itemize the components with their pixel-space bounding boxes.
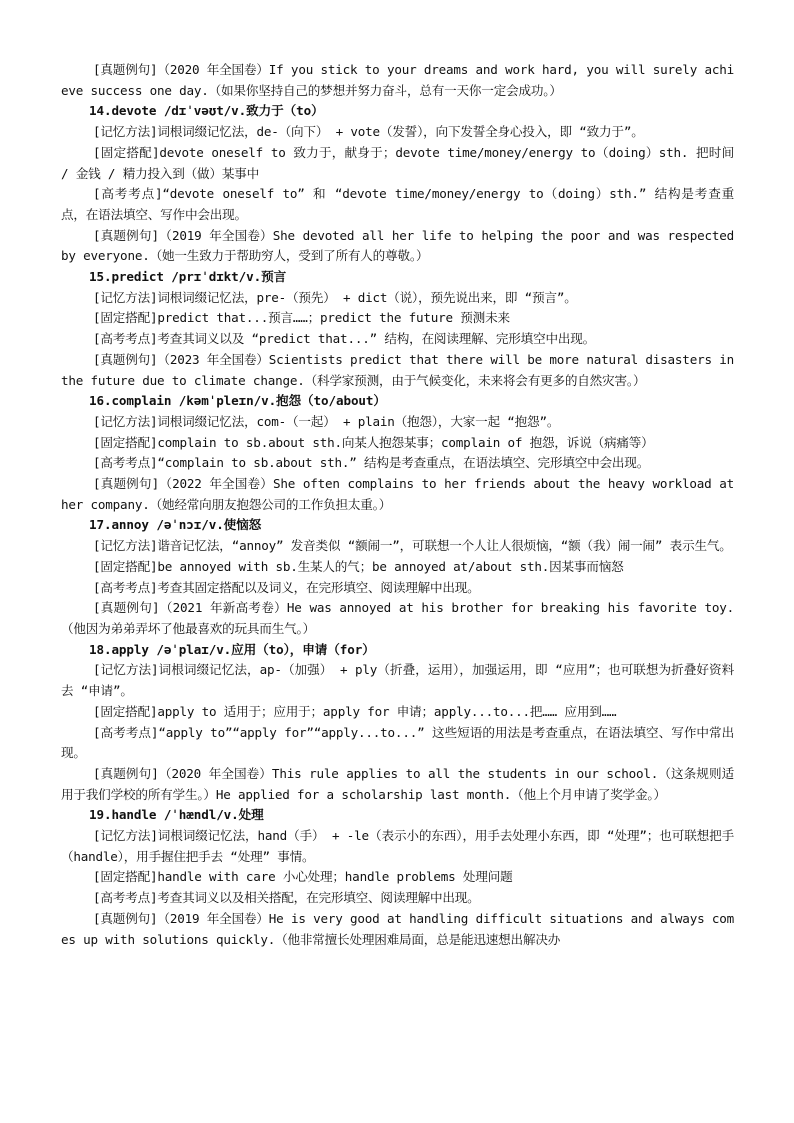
entry-heading: 17.annoy /əˈnɔɪ/v.使恼怒 xyxy=(89,517,262,533)
entry-heading: 16.complain /kəmˈpleɪn/v.抱怨（to/about） xyxy=(89,393,386,409)
entry-paragraph: [记忆方法]词根词缀记忆法，ap-（加强） + ply（折叠，运用），加强运用，即 “应用”；也可联想为折叠好资料去 “申请”。 xyxy=(61,662,734,699)
vocab-entry-apply xyxy=(61,640,734,806)
entry-paragraph: [记忆方法]谐音记忆法，“annoy” 发音类似 “额闹一”，可联想一个人让人很烦恼，“额（我）闹一闹” 表示生气。 xyxy=(93,538,732,554)
vocab-entry-complain xyxy=(61,391,734,515)
entry-heading: 15.predict /prɪˈdɪkt/v.预言 xyxy=(89,269,287,285)
entry-paragraph: [固定搭配]complain to sb.about sth.向某人抱怨某事；complain of 抱怨，诉说（病痛等） xyxy=(93,434,654,450)
entry-paragraph: [真题例句]（2022 年全国卷）She often complains to her friends about the heavy workload at her company.（她经常向朋友抱怨公司的工作负担太重。） xyxy=(61,476,734,512)
entry-paragraph: [真题例句]（2023 年全国卷）Scientists predict that there will be more natural disasters in the future due to climate change.（科学家预测，由于气候变化，未来将会有更多的自然灾害。） xyxy=(61,351,734,388)
entry-paragraph: [高考考点]考查其词义以及相关搭配，在完形填空、阅读理解中出现。 xyxy=(93,890,480,906)
entry-paragraph: [高考考点]“apply to”“apply for”“apply...to...” 这些短语的用法是考查重点，在语法填空、写作中常出现。 xyxy=(61,724,734,761)
entry-paragraph: [固定搭配]handle with care 小心处理；handle problems 处理问题 xyxy=(93,869,513,885)
entry-paragraph: [真题例句]（2021 年新高考卷）He was annoyed at his brother for breaking his favorite toy.（他因为弟弟弄坏了他最喜欢的玩具而生气。） xyxy=(61,600,734,636)
continued-entry xyxy=(61,60,734,101)
entry-paragraph: [记忆方法]词根词缀记忆法，pre-（预先） + dict（说），预先说出来，即 “预言”。 xyxy=(93,289,577,305)
vocab-entry-handle xyxy=(61,805,734,950)
entry-heading: 14.devote /dɪˈvəʊt/v.致力于（to） xyxy=(89,103,324,119)
entry-paragraph: [真题例句]（2020 年全国卷）If you stick to your dreams and work hard, you will surely achieve success one day.（如果你坚持自己的梦想并努力奋斗，总有一天你一定会成功。） xyxy=(61,62,734,98)
entry-paragraph: [记忆方法]词根词缀记忆法，de-（向下） + vote（发誓），向下发誓全身心投入，即 “致力于”。 xyxy=(93,124,644,140)
entry-paragraph: [高考考点]考查其固定搭配以及词义，在完形填空、阅读理解中出现。 xyxy=(93,579,480,595)
entry-paragraph: [固定搭配]be annoyed with sb.生某人的气；be annoyed at/about sth.因某事而恼怒 xyxy=(93,558,624,574)
entry-paragraph: [固定搭配]apply to 适用于；应用于；apply for 申请；apply...to...把…… 应用到…… xyxy=(93,703,617,719)
entry-paragraph: [记忆方法]词根词缀记忆法，com-（一起） + plain（抱怨），大家一起 “抱怨”。 xyxy=(93,413,560,429)
entry-paragraph: [记忆方法]词根词缀记忆法，hand（手） + -le（表示小的东西），用手去处理小东西，即 “处理”；也可联想把手（handle），用手握住把手去 “处理” 事情。 xyxy=(61,828,734,864)
entry-paragraph: [高考考点]“complain to sb.about sth.” 结构是考查重点，在语法填空、完形填空中会出现。 xyxy=(93,455,650,471)
entry-paragraph: [真题例句]（2020 年全国卷）This rule applies to all the students in our school.（这条规则适用于我们学校的所有学生。）He applied for a scholarship last month.（他上个月申请了奖学金。） xyxy=(61,765,734,802)
entry-paragraph: [高考考点]“devote oneself to” 和 “devote time/money/energy to（doing）sth.” 结构是考查重点，在语法填空、写作中会出现。 xyxy=(61,186,734,222)
entry-paragraph: [真题例句]（2019 年全国卷）He is very good at handling difficult situations and always comes up with solutions quickly.（他非常擅长处理困难局面，总是能迅速想出解决办 xyxy=(61,910,734,947)
entry-heading: 19.handle /ˈhændl/v.处理 xyxy=(89,807,264,823)
entry-paragraph: [高考考点]考查其词义以及 “predict that...” 结构，在阅读理解、完形填空中出现。 xyxy=(93,331,596,347)
vocab-entry-predict xyxy=(61,267,734,391)
entry-heading: 18.apply /əˈplaɪ/v.应用（to），申请（for） xyxy=(89,641,375,657)
entry-paragraph: [固定搭配]devote oneself to 致力于，献身于；devote time/money/energy to（doing）sth. 把时间 / 金钱 / 精力投入到（做）某事中 xyxy=(61,144,734,181)
vocab-entry-devote xyxy=(61,101,734,267)
vocab-entry-annoy xyxy=(61,515,734,639)
entry-paragraph: [固定搭配]predict that...预言……；predict the future 预测未来 xyxy=(93,310,510,326)
entry-paragraph: [真题例句]（2019 年全国卷）She devoted all her life to helping the poor and was respected by everyone.（她一生致力于帮助穷人，受到了所有人的尊敬。） xyxy=(61,227,734,264)
